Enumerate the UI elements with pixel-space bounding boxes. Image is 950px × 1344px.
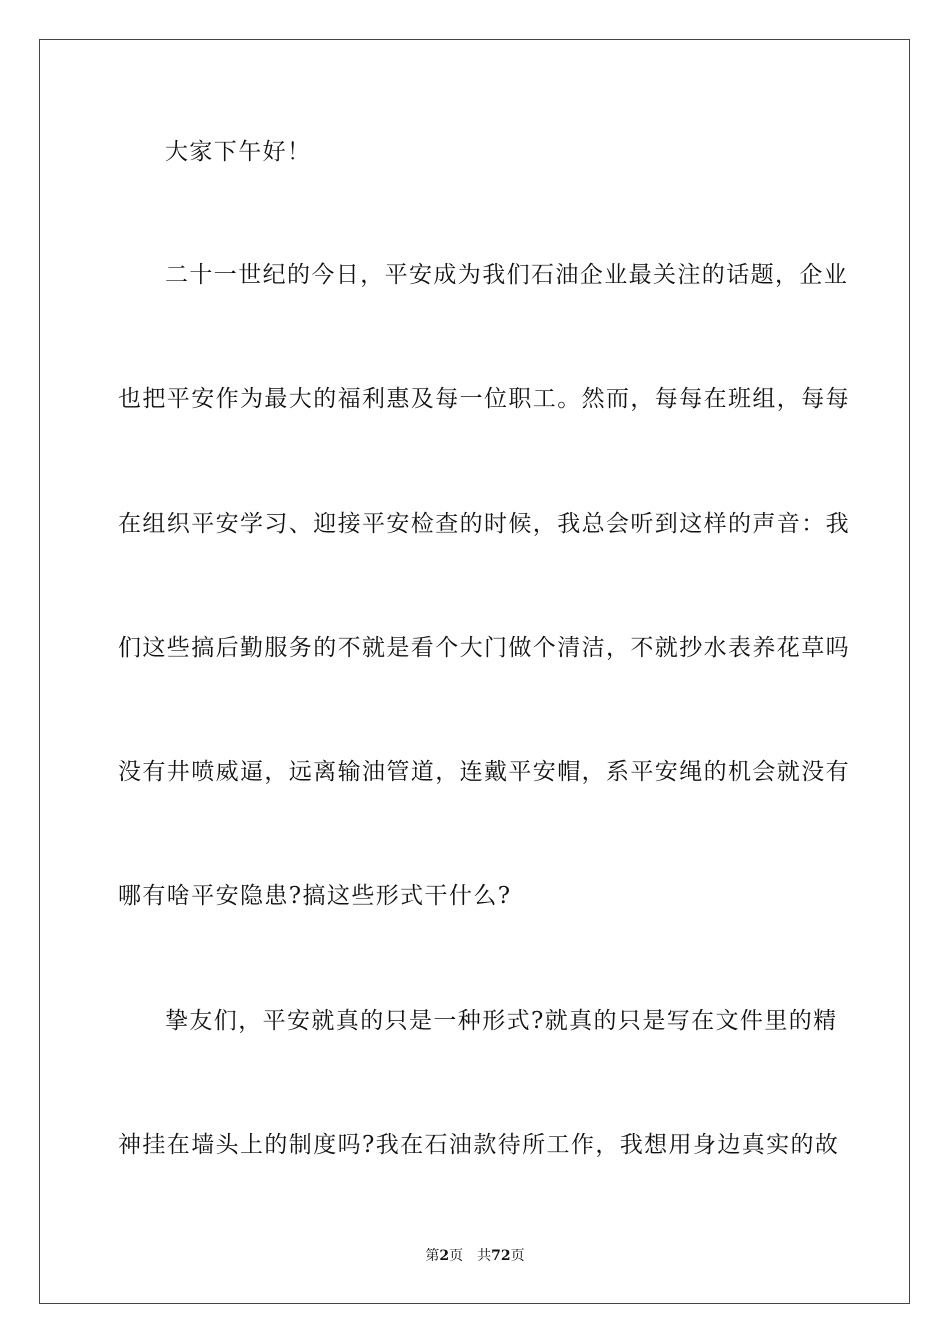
paragraph-line-6: 哪有啥平安隐患?搞这些形式干什么? — [118, 883, 512, 909]
footer-total-prefix: 共 — [477, 1248, 492, 1264]
page-border — [39, 39, 910, 1304]
footer-page-prefix: 第 — [425, 1248, 440, 1264]
footer-page-number: 2 — [439, 1248, 450, 1264]
paragraph-line-8: 神挂在墙头上的制度吗?我在石油款待所工作，我想用身边真实的故 — [118, 1132, 840, 1158]
paragraph-line-7: 挚友们，平安就真的只是一种形式?就真的只是写在文件里的精 — [165, 1008, 838, 1034]
paragraph-line-5: 没有井喷威逼，远离输油管道，连戴平安帽，系平安绳的机会就没有 — [118, 759, 850, 785]
footer-total-suffix: 页 — [510, 1248, 525, 1264]
paragraph-line-1: 二十一世纪的今日，平安成为我们石油企业最关注的话题，企业 — [165, 262, 849, 288]
paragraph-line-2: 也把平安作为最大的福利惠及每一位职工。然而，每每在班组，每每 — [118, 386, 850, 412]
page-footer — [0, 1247, 950, 1265]
footer-page-suffix: 页 — [449, 1248, 464, 1264]
greeting-line: 大家下午好！ — [165, 139, 312, 165]
paragraph-line-4: 们这些搞后勤服务的不就是看个大门做个清洁，不就抄水表养花草吗 — [118, 635, 850, 661]
footer-total-pages: 72 — [491, 1248, 511, 1264]
paragraph-line-3: 在组织平安学习、迎接平安检查的时候，我总会听到这样的声音：我 — [118, 511, 850, 537]
